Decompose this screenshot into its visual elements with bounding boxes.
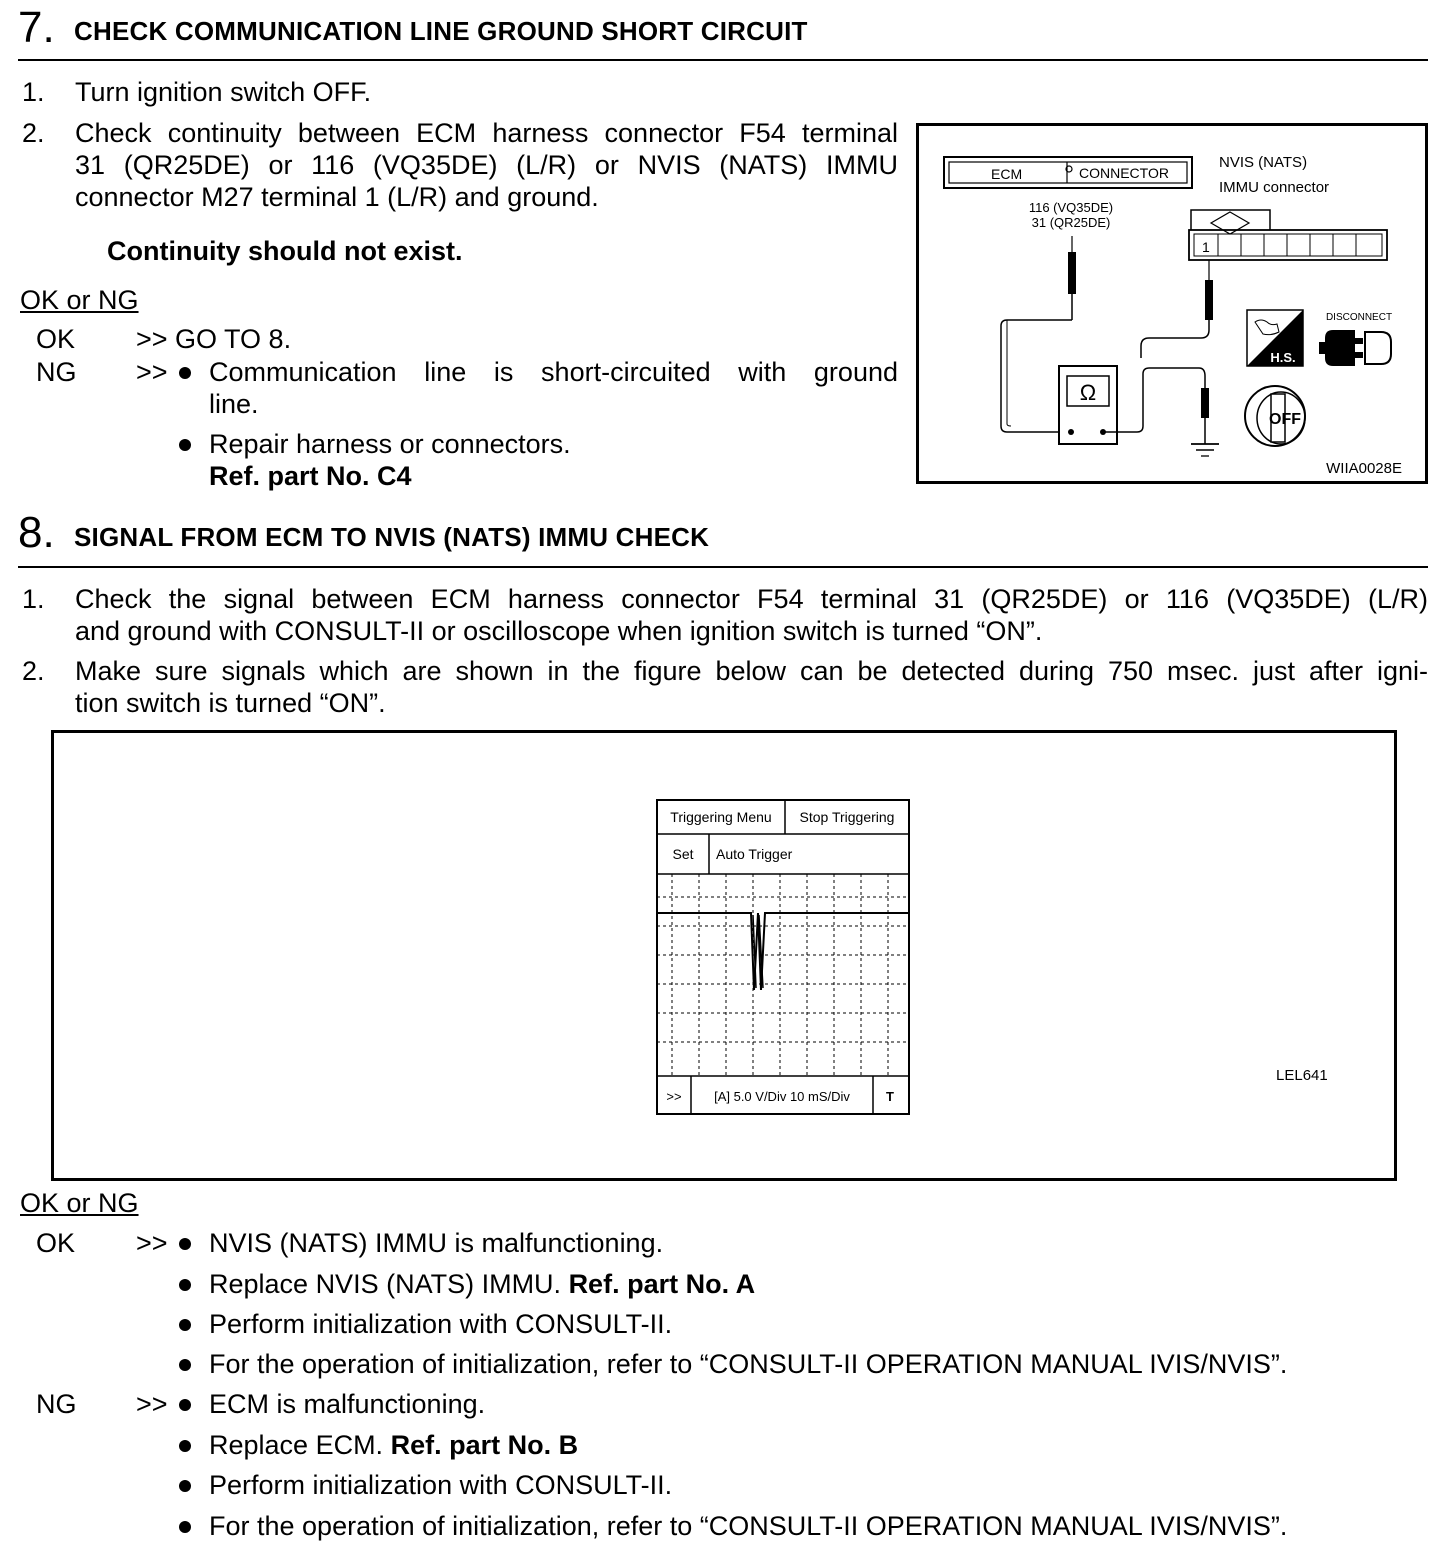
s7-step-1-text: Turn ignition switch OFF.: [75, 77, 372, 107]
continuity-check-figure: [916, 123, 1428, 484]
s8-ng-label: NG: [36, 1389, 77, 1419]
footer-arrow: >>: [666, 1089, 682, 1104]
s8-ok-item-2: [209, 1268, 755, 1300]
s7-ok-label: OK: [36, 324, 76, 354]
s7-ng-item-2-line-1: Repair harness or connectors.: [209, 429, 571, 459]
stop-triggering-label: Stop Triggering: [799, 809, 895, 825]
terminal-label-1: 116 (VQ35DE): [1028, 200, 1114, 215]
s7-step-2-line-2: 31 (QR25DE) or 116 (VQ35DE) (L/R) or NVIS (NATS) IMMU: [75, 150, 898, 180]
section-8-number: 8.: [18, 508, 55, 557]
s7-spec: Continuity should not exist.: [107, 236, 463, 266]
ignition-off-icon: [1245, 386, 1305, 446]
s8-step-1-line-1: Check the signal between ECM harness connector F54 terminal 31 (QR25DE) or 116 (VQ35DE) (L/R): [75, 584, 1428, 614]
auto-trigger-label: Auto Trigger: [716, 846, 793, 862]
s8-ng-item-4: For the operation of initialization, refer to “CONSULT-II OPERATION MANUAL IVIS/NVIS”.: [209, 1511, 1288, 1541]
s8-ng-item-2: [209, 1429, 578, 1461]
bullet-icon: [179, 1279, 191, 1291]
connector-label: CONNECTOR: [1079, 165, 1169, 181]
s7-step-2-number: 2.: [22, 118, 45, 148]
s8-ng-item-1: ECM is malfunctioning.: [209, 1389, 486, 1419]
bullet-icon: [179, 1521, 191, 1533]
ecm-label: ECM: [991, 166, 1023, 182]
triggering-menu-label: Triggering Menu: [670, 809, 772, 825]
nvis-label-2: IMMU connector: [1219, 179, 1330, 196]
nvis-label-1: NVIS (NATS): [1219, 154, 1308, 171]
signal-figure: [51, 730, 1397, 1181]
section-8-rule: [18, 566, 1428, 568]
s8-result-heading: OK or NG: [20, 1188, 139, 1218]
s7-ng-item-1-line-1: Communication line is short-circuited with ground: [209, 357, 898, 387]
bullet-icon: [179, 1440, 191, 1452]
s7-ng-item-1-line-2: line.: [209, 389, 259, 419]
figure-code: WIIA0028E: [1326, 460, 1402, 477]
s7-ok-action: >> GO TO 8.: [136, 324, 292, 354]
section-7-rule: [18, 59, 1428, 61]
bullet-icon: [179, 1319, 191, 1331]
oscilloscope-screen: [54, 733, 1394, 1178]
s8-ok-label: OK: [36, 1228, 76, 1258]
s8-ng-arrow: >>: [136, 1389, 168, 1419]
set-label: Set: [672, 846, 694, 862]
s7-step-2-line-3: connector M27 terminal 1 (L/R) and ground.: [75, 182, 599, 212]
off-label: OFF: [1269, 411, 1301, 428]
s7-step-2-line-1: Check continuity between ECM harness connector F54 terminal: [75, 118, 898, 148]
hs-icon: [1247, 310, 1303, 366]
disconnect-label: DISCONNECT: [1325, 312, 1393, 323]
section-7-number: 7.: [18, 3, 55, 52]
terminal-label-2: 31 (QR25DE): [1031, 215, 1111, 230]
s8-ok-item-1: NVIS (NATS) IMMU is malfunctioning.: [209, 1228, 664, 1258]
s8-ok-item-2-text: Replace NVIS (NATS) IMMU.: [209, 1269, 569, 1299]
bullet-icon: [179, 1238, 191, 1250]
s7-ng-item-2-ref: Ref. part No. C4: [209, 461, 412, 491]
footer-scale: [A] 5.0 V/Div 10 mS/Div: [714, 1089, 850, 1104]
bullet-icon: [179, 1480, 191, 1492]
bullet-icon: [179, 1359, 191, 1371]
hs-label: H.S.: [1270, 350, 1296, 365]
section-8-title: SIGNAL FROM ECM TO NVIS (NATS) IMMU CHECK: [74, 522, 710, 552]
bullet-icon: [179, 439, 191, 451]
s8-step-2-line-1: Make sure signals which are shown in the figure below can be detected during 750 msec. just after igni-: [75, 656, 1428, 686]
disconnect-icon: [1319, 312, 1392, 366]
s8-step-2-number: 2.: [22, 656, 45, 686]
bullet-icon: [179, 367, 191, 379]
s8-ok-arrow: >>: [136, 1228, 168, 1258]
s7-ng-arrow: >>: [136, 357, 168, 387]
s7-ng-label: NG: [36, 357, 77, 387]
section-7-title: CHECK COMMUNICATION LINE GROUND SHORT CIRCUIT: [74, 16, 808, 46]
s7-result-heading: OK or NG: [20, 285, 139, 315]
s8-step-1-line-2: and ground with CONSULT-II or oscilloscope when ignition switch is turned “ON”.: [75, 616, 1043, 646]
scope-figure-code: LEL641: [1276, 1067, 1328, 1084]
footer-t: T: [886, 1089, 894, 1104]
s8-ok-item-4: For the operation of initialization, refer to “CONSULT-II OPERATION MANUAL IVIS/NVIS”.: [209, 1349, 1288, 1379]
s8-ok-item-2-ref: Ref. part No. A: [568, 1269, 756, 1299]
s8-ng-item-2-text: Replace ECM.: [209, 1430, 391, 1460]
s8-step-1-number: 1.: [22, 584, 45, 614]
ohm-symbol: Ω: [1079, 380, 1097, 405]
s8-ng-item-3: Perform initialization with CONSULT-II.: [209, 1470, 673, 1500]
s8-ok-item-3: Perform initialization with CONSULT-II.: [209, 1309, 673, 1339]
wiring-diagram: [919, 126, 1425, 481]
bullet-icon: [179, 1399, 191, 1411]
s8-step-2-line-2: tion switch is turned “ON”.: [75, 688, 386, 718]
s8-ng-item-2-ref: Ref. part No. B: [390, 1430, 579, 1460]
s7-step-1-number: 1.: [22, 77, 45, 107]
pin-label: 1: [1202, 239, 1210, 255]
